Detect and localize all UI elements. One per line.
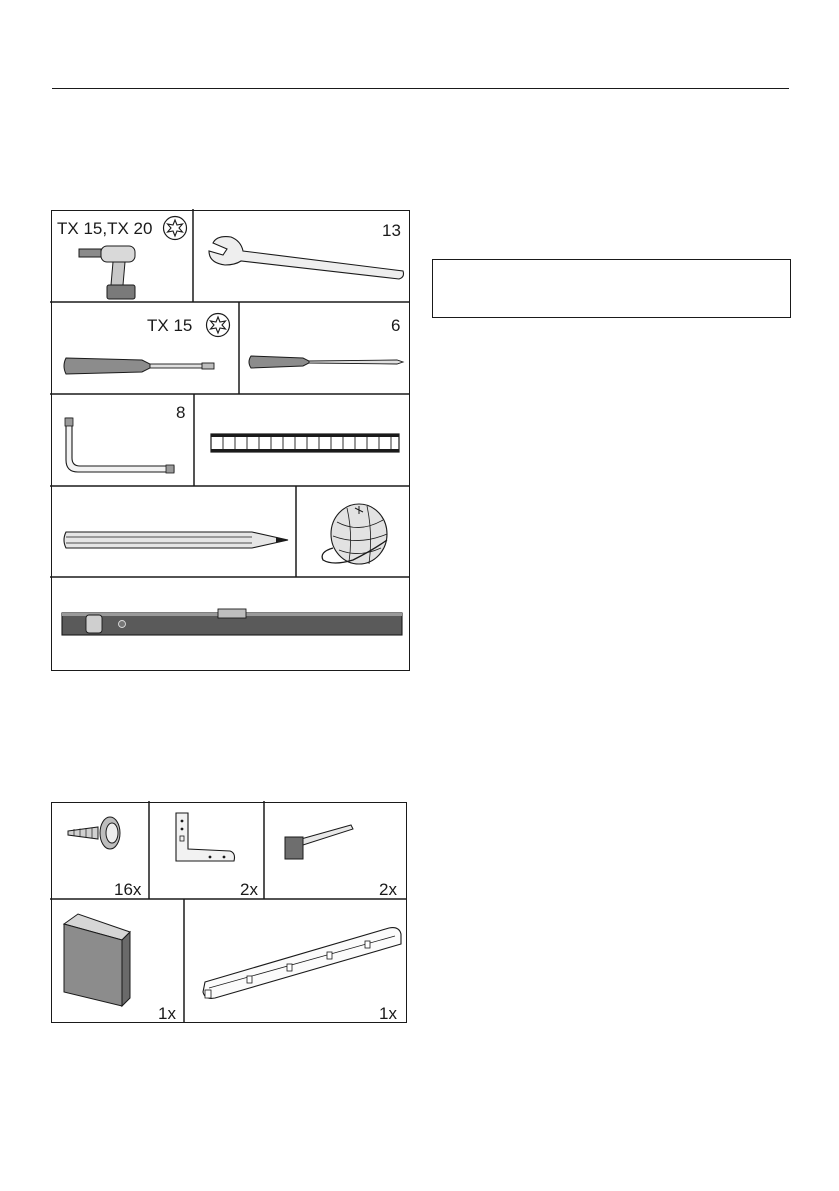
torx-screwdriver-label: TX 15 [147,316,193,335]
angle-bracket-qty: 2x [240,880,258,899]
tape-measure-icon [211,434,401,454]
torx-bit-icon [205,312,235,342]
spacer-pin-icon [277,823,367,883]
torx-screwdriver-icon [62,352,237,382]
flat-screwdriver-label: 6 [391,316,401,335]
cell-spacer [267,803,408,900]
open-end-wrench-icon [203,233,413,293]
trim-strip-icon [201,924,411,1004]
header-rule [52,88,789,89]
cordless-drill-icon [77,243,177,303]
note-box [432,259,791,318]
cell-box [52,902,185,1023]
spirit-level-icon [60,607,405,641]
pencil-icon [62,528,292,552]
cell-pencil [52,488,297,578]
torx-bit-icon [162,215,192,245]
drill-label: TX 15,TX 20 [57,219,153,238]
string-ball-icon [313,494,393,574]
hex-key-label: 8 [176,403,186,422]
cell-tape-measure [197,396,411,487]
screws-qty: 16x [114,880,142,899]
box-qty: 1x [158,1004,176,1023]
cell-angle-bracket [152,803,265,900]
angle-bracket-icon [170,811,240,871]
torx-l-key-icon [62,414,192,484]
screw-icon [66,815,136,855]
cell-string-ball [299,488,411,578]
parts-grid [51,802,407,1023]
cell-flat-screwdriver [241,304,411,395]
tools-grid [51,210,410,671]
cell-spirit-level [52,579,411,672]
cell-trim-strip [187,902,408,1023]
cell-open-end-wrench [195,211,411,303]
package-box-icon [60,912,140,1002]
cell-cordless-drill [52,211,194,303]
cell-hex-key [52,396,195,487]
flat-screwdriver-icon [247,348,412,378]
cell-screws [52,803,150,900]
spacer-qty: 2x [379,880,397,899]
cell-torx-screwdriver [52,304,240,395]
trim-strip-qty: 1x [379,1004,397,1023]
wrench-label: 13 [382,221,401,240]
